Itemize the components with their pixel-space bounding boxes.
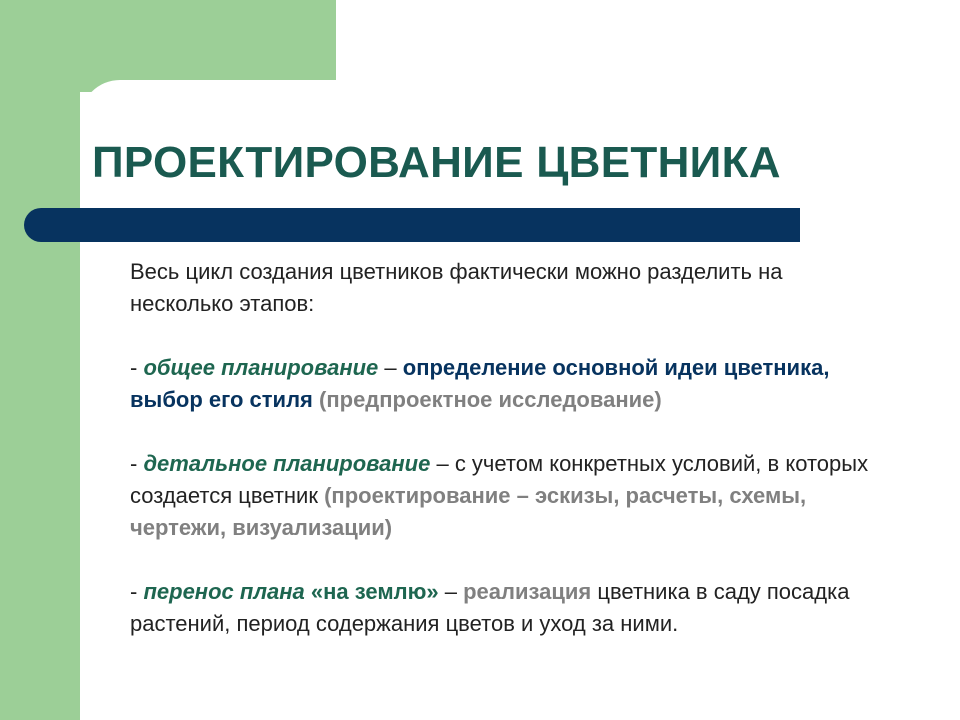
title-underline-bar [24,208,800,242]
item-prefix: - [130,579,144,604]
item-term: перенос плана [143,579,311,604]
item-dash: – [378,355,403,380]
item-term: детальное планирование [143,451,431,476]
item-prefix: - [130,355,144,380]
item-bold-text: определение основной идеи цветника, выбор его стиля [130,355,830,412]
slide-body [130,256,890,672]
slide-title: ПРОЕКТИРОВАНИЕ ЦВЕТНИКА [92,138,781,187]
intro-text: Весь цикл создания цветников фактически можно разделить на несколько этапов: [130,259,783,316]
green-accent-left [0,0,80,720]
item-text: цветника в саду посадка растений, период содержания цветов и уход за ними. [130,579,850,636]
item-term-quote: «на землю» [310,579,439,604]
list-item [130,448,890,544]
list-item [130,352,890,416]
item-gray-word: реализация [463,579,592,604]
item-dash: – [430,451,455,476]
item-term: общее планирование [143,355,379,380]
item-prefix: - [130,451,144,476]
item-text: с учетом конкретных условий, в которых создается цветник [130,451,869,508]
item-note: (предпроектное исследование) [312,387,662,412]
item-dash: – [438,579,464,604]
item-note: (проектирование – эскизы, расчеты, схемы, чертежи, визуализации) [130,483,807,540]
list-item [130,576,890,640]
